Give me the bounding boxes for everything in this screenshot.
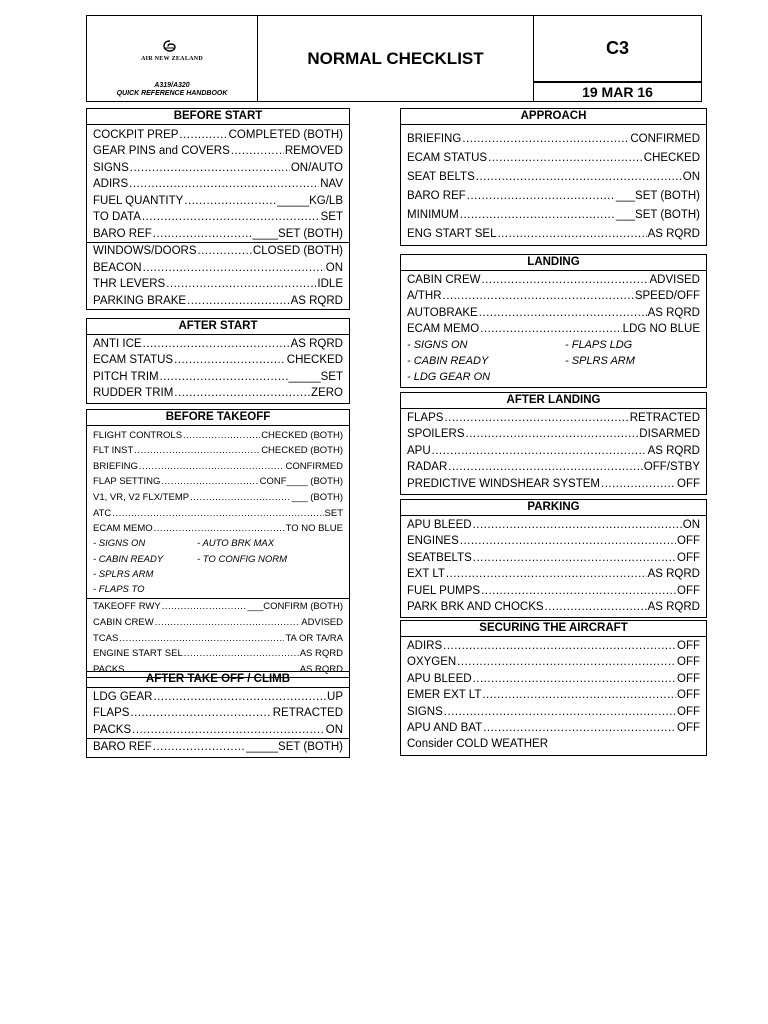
list-item: FLIGHT CONTROLS ..... CHECKED (BOTH) [93, 427, 343, 443]
list-item: APU BLEED ..... ON [407, 516, 700, 533]
list-item: TO DATA ..... SET [93, 209, 343, 226]
list-item: BARO REF ..... _____SET (BOTH) [87, 738, 349, 756]
before-takeoff-section [86, 409, 350, 678]
list-item: ENGINES ..... OFF [407, 533, 700, 550]
list-item: OXYGEN ..... OFF [407, 654, 700, 671]
section-body [400, 637, 707, 756]
list-item: APU AND BAT ..... OFF [407, 720, 700, 737]
list-item: RUDDER TRIM ..... ZERO [93, 385, 343, 402]
before-start-section [86, 108, 350, 310]
list-item: ATC ..... SET [93, 505, 343, 521]
list-item: LDG GEAR ..... UP [93, 688, 343, 705]
air-new-zealand-koru-icon [163, 40, 177, 52]
list-item: ECAM MEMO ..... TO NO BLUE [93, 521, 343, 537]
list-item: BEACON ..... ON [93, 259, 343, 276]
section-body [86, 688, 350, 758]
list-item: PREDICTIVE WINDSHEAR SYSTEM ..... OFF [407, 475, 700, 492]
section-title: AFTER TAKE OFF / CLIMB [86, 671, 350, 688]
list-item: BRIEFING ..... CONFIRMED [93, 458, 343, 474]
section-body [400, 271, 707, 388]
section-body [400, 516, 707, 618]
memo-row: - SIGNS ON - FLAPS LDG [407, 339, 633, 351]
section-title: APPROACH [400, 108, 707, 125]
list-item: SEATBELTS ..... OFF [407, 549, 700, 566]
list-item: EXT LT ..... AS RQRD [407, 566, 700, 583]
list-item: FLT INST ..... CHECKED (BOTH) [93, 443, 343, 459]
list-item: PARK BRK AND CHOCKS ..... AS RQRD [407, 599, 700, 616]
list-item: BARO REF ..... ___SET (BOTH) [407, 185, 700, 204]
approach-section [400, 108, 707, 246]
page-code: C3 [534, 15, 702, 82]
list-item: ECAM MEMO ..... LDG NO BLUE [407, 321, 700, 338]
list-item: THR LEVERS ..... IDLE [93, 276, 343, 293]
memo-row: - CABIN READY - TO CONFIG NORM [93, 553, 288, 565]
list-item: GEAR PINS and COVERS ..... REMOVED [93, 143, 343, 160]
section-title: AFTER LANDING [400, 392, 707, 409]
list-item: SEAT BELTS ..... ON [407, 166, 700, 185]
list-item: ADIRS ..... OFF [407, 637, 700, 654]
list-item: COCKPIT PREP ..... COMPLETED (BOTH) [93, 126, 343, 143]
list-item: CABIN CREW ..... ADVISED [93, 614, 343, 630]
list-item: PACKS ..... ON [93, 721, 343, 738]
list-item: TCAS ..... TA OR TA/RA [93, 630, 343, 646]
list-item: FUEL PUMPS ..... OFF [407, 582, 700, 599]
list-item: SIGNS ..... OFF [407, 703, 700, 720]
after-start-section [86, 318, 350, 404]
handbook-name: QUICK REFERENCE HANDBOOK [116, 90, 228, 97]
memo-row: - CABIN READY - SPLRS ARM [407, 355, 635, 367]
aircraft-type: A319/A320 [154, 82, 190, 89]
section-title: AFTER START [86, 318, 350, 335]
list-item: SIGNS ..... ON/AUTO [93, 159, 343, 176]
list-item: FLAPS ..... RETRACTED [407, 409, 700, 426]
header-logo-cell [86, 15, 258, 102]
list-item: FLAP SETTING ..... CONF____ (BOTH) [93, 474, 343, 490]
memo-row: - FLAPS TO [93, 584, 145, 596]
list-item: MINIMUM ..... ___SET (BOTH) [407, 204, 700, 223]
list-item: TAKEOFF RWY ..... ___CONFIRM (BOTH) [87, 598, 349, 615]
page-title: NORMAL CHECKLIST [258, 15, 534, 102]
securing-note: Consider COLD WEATHER [407, 738, 549, 750]
securing-section [400, 620, 707, 756]
section-title: BEFORE TAKEOFF [86, 409, 350, 426]
list-item: WINDOWS/DOORS ..... CLOSED (BOTH) [87, 242, 349, 260]
list-item: ECAM STATUS ..... CHECKED [407, 147, 700, 166]
list-item: PACKS ..... AS RQRD [93, 661, 343, 677]
section-title: BEFORE START [86, 108, 350, 125]
parking-section [400, 499, 707, 618]
section-body [86, 335, 350, 404]
section-title: SECURING THE AIRCRAFT [400, 620, 707, 637]
list-item: BRIEFING ..... CONFIRMED [407, 128, 700, 147]
list-item: ENGINE START SEL ..... AS RQRD [93, 646, 343, 662]
memo-row: - LDG GEAR ON [407, 371, 491, 383]
revision-date: 19 MAR 16 [534, 82, 702, 102]
landing-section [400, 254, 707, 388]
list-item: FUEL QUANTITY ..... _____KG/LB [93, 192, 343, 209]
list-item: PITCH TRIM ..... _____SET [93, 368, 343, 385]
section-title: LANDING [400, 254, 707, 271]
list-item: FLAPS ..... RETRACTED [93, 705, 343, 722]
list-item: CABIN CREW ..... ADVISED [407, 271, 700, 288]
list-item: ANTI ICE ..... AS RQRD [93, 335, 343, 352]
list-item: PARKING BRAKE ..... AS RQRD [93, 292, 343, 309]
handbook-caption [87, 82, 257, 98]
memo-row: - SPLRS ARM [93, 568, 154, 580]
section-body [400, 125, 707, 246]
section-body [86, 426, 350, 678]
section-body [86, 125, 350, 310]
list-item: BARO REF ..... ____SET (BOTH) [93, 225, 343, 242]
after-takeoff-section [86, 671, 350, 758]
list-item: A/THR ..... SPEED/OFF [407, 288, 700, 305]
after-landing-section [400, 392, 707, 495]
list-item: ECAM STATUS ..... CHECKED [93, 352, 343, 369]
list-item: APU ..... AS RQRD [407, 442, 700, 459]
section-title: PARKING [400, 499, 707, 516]
airline-name: AIR NEW ZEALAND [140, 56, 204, 62]
list-item: APU BLEED ..... OFF [407, 670, 700, 687]
list-item: EMER EXT LT ..... OFF [407, 687, 700, 704]
list-item: SPOILERS ..... DISARMED [407, 426, 700, 443]
list-item: AUTOBRAKE ..... AS RQRD [407, 304, 700, 321]
section-body [400, 409, 707, 495]
list-item: V1, VR, V2 FLX/TEMP ..... ___ (BOTH) [93, 489, 343, 505]
list-item: ADIRS ..... NAV [93, 176, 343, 193]
list-item: ENG START SEL ..... AS RQRD [407, 223, 700, 242]
list-item: RADAR ..... OFF/STBY [407, 459, 700, 476]
memo-row: - SIGNS ON - AUTO BRK MAX [93, 538, 275, 550]
